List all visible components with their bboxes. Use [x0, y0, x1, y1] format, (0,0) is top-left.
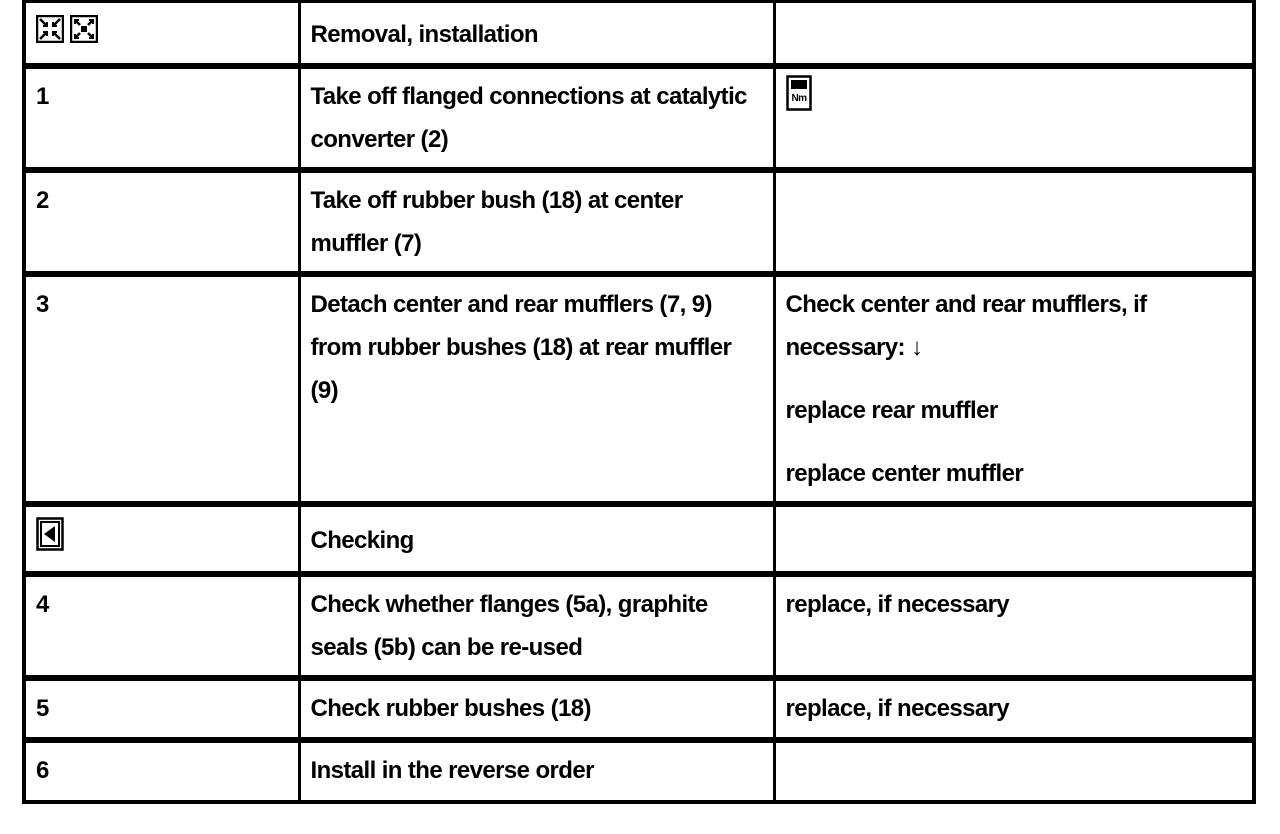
svg-text:Nm: Nm	[791, 93, 806, 105]
section-notes-cell	[774, 2, 1254, 67]
step-number: 3	[24, 274, 299, 504]
step-number: 4	[24, 574, 299, 678]
step-notes	[774, 740, 1254, 802]
step-number: 1	[24, 66, 299, 170]
torque-specification-icon	[786, 75, 812, 125]
checking-icon	[36, 517, 64, 565]
procedure-table	[22, 0, 1256, 804]
section-header-checking	[24, 504, 1254, 574]
section-title: Removal, installation	[299, 2, 774, 67]
installation-icon	[70, 14, 98, 57]
step-notes	[774, 678, 1254, 740]
step-notes	[774, 66, 1254, 170]
step-text: Detach center and rear mufflers (7, 9) from rubber bushes (18) at rear muffler (9)	[299, 274, 774, 504]
step-note: replace rear muffler	[785, 397, 998, 425]
step-note: replace, if necessary	[785, 695, 1010, 723]
step-row	[24, 66, 1254, 170]
step-text: Install in the reverse order	[299, 740, 774, 802]
removal-icon	[36, 14, 64, 57]
step-text: Take off flanged connections at catalytic converter (2)	[299, 66, 774, 170]
step-note: replace, if necessary	[785, 591, 1010, 619]
step-note: replace center muffler	[785, 460, 1024, 488]
step-row	[24, 274, 1254, 504]
step-text: Check rubber bushes (18)	[299, 678, 774, 740]
step-notes	[774, 170, 1254, 274]
step-row	[24, 678, 1254, 740]
section-icons-cell	[24, 2, 299, 67]
step-number: 2	[24, 170, 299, 274]
step-text: Check whether flanges (5a), graphite seals (5b) can be re-used	[299, 574, 774, 678]
step-row	[24, 170, 1254, 274]
step-notes	[774, 274, 1254, 504]
step-notes	[774, 574, 1254, 678]
step-row	[24, 574, 1254, 678]
section-title: Checking	[299, 504, 774, 574]
step-row	[24, 740, 1254, 802]
step-note: Check center and rear mufflers, if necessary: ↓	[785, 291, 1147, 362]
section-header-removal-installation	[24, 2, 1254, 67]
section-icons-cell	[24, 504, 299, 574]
step-number: 5	[24, 678, 299, 740]
step-text: Take off rubber bush (18) at center muffler (7)	[299, 170, 774, 274]
section-notes-cell	[774, 504, 1254, 574]
step-number: 6	[24, 740, 299, 802]
procedure-page	[22, 0, 1252, 803]
